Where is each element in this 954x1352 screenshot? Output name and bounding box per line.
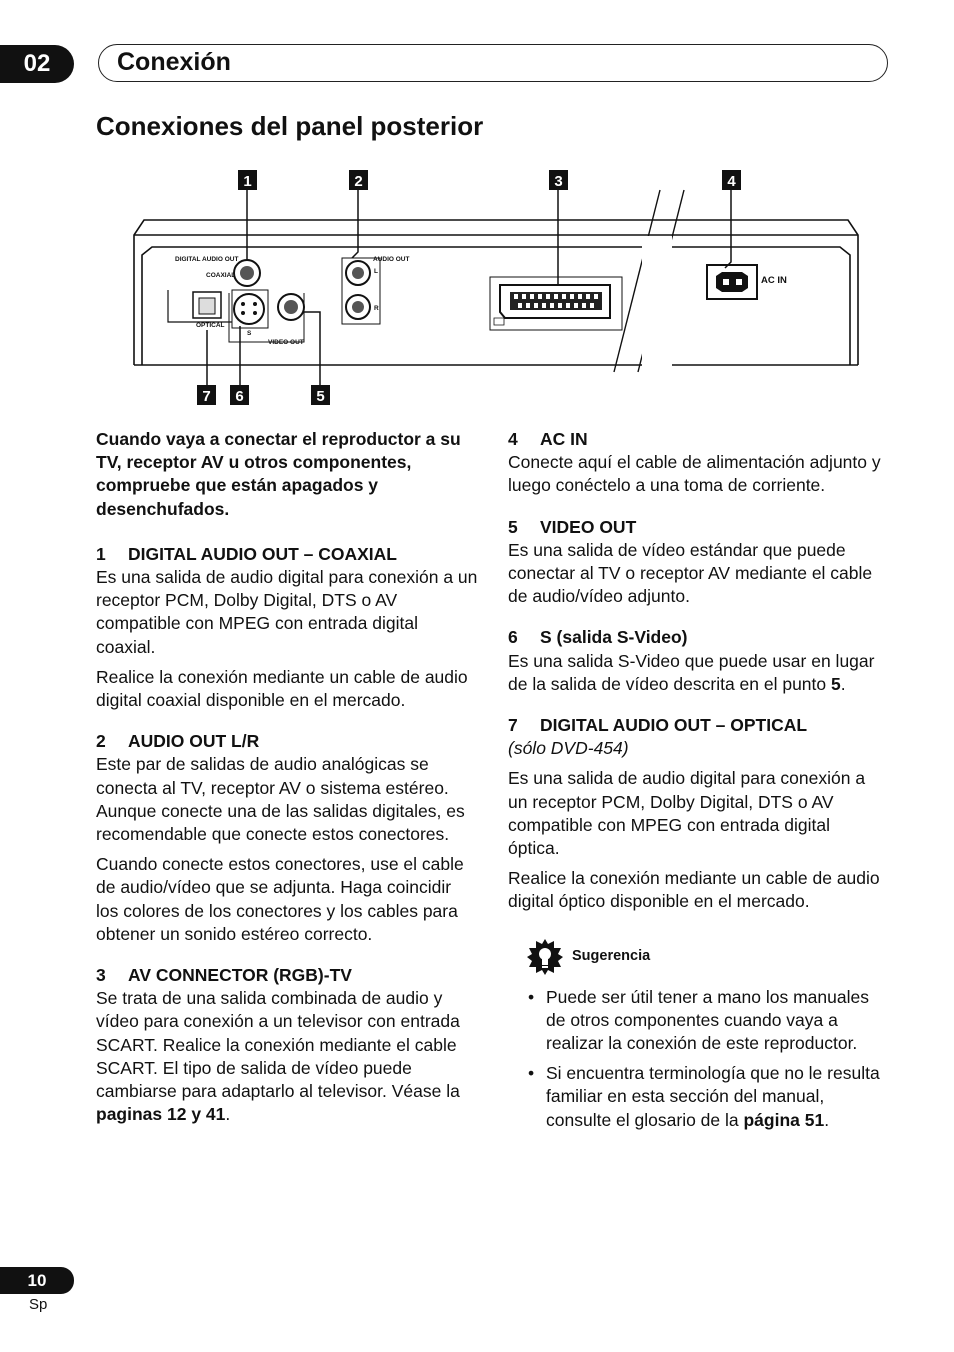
callout-4: 4 xyxy=(727,173,736,190)
chapter-number-badge: 02 xyxy=(0,45,74,83)
section-paragraph: Conecte aquí el cable de alimentación adjunto y luego conéctelo a una toma de corriente. xyxy=(508,452,881,496)
section-5 xyxy=(508,516,886,609)
page-reference: página 51 xyxy=(743,1109,825,1130)
tip-item: • Puede ser útil tener a mano los manuales de otros componentes cuando vaya a realizar la conexión de este reproductor. xyxy=(508,986,886,1056)
section-heading: 7 DIGITAL AUDIO OUT – OPTICAL xyxy=(508,715,808,736)
section-heading: 6 S (salida S-Video) xyxy=(508,627,688,648)
intro-warning: Cuando vaya a conectar el reproductor a su TV, receptor AV u otros componentes, compruebe que están apagados y desenchufados. xyxy=(96,429,461,519)
tip-header xyxy=(526,938,886,976)
section-paragraph: Este par de salidas de audio analógicas se conecta al TV, receptor AV o sistema estéreo. Aunque conecte una de las salidas digitales, es recomendable que conecte estos conectores. xyxy=(96,754,465,845)
lightbulb-icon xyxy=(526,938,564,976)
coaxial-jack xyxy=(234,260,260,286)
chapter-header xyxy=(98,44,888,82)
label-video-out: VIDEO OUT xyxy=(268,339,304,346)
page-reference: paginas 12 y 41 xyxy=(96,1104,226,1125)
ac-in-socket xyxy=(707,265,757,299)
label-ac-in: AC IN xyxy=(761,275,787,286)
callout-6: 6 xyxy=(235,388,244,405)
callout-1: 1 xyxy=(243,173,252,190)
section-heading: 3 AV CONNECTOR (RGB)-TV xyxy=(96,965,352,986)
video-out-jack xyxy=(278,294,304,320)
section-paragraph: Cuando conecte estos conectores, use el cable de audio/vídeo que se adjunta. Haga coincidir los colores de los conectores y los cables para obtener un sonido estéreo correcto. xyxy=(96,854,464,944)
section-4 xyxy=(508,428,886,498)
rear-panel-diagram xyxy=(0,160,954,410)
callout-3: 3 xyxy=(554,173,563,190)
model-note: (sólo DVD-454) xyxy=(508,738,629,759)
section-heading: 1 DIGITAL AUDIO OUT – COAXIAL xyxy=(96,543,397,564)
page-title: Conexiones del panel posterior xyxy=(96,111,484,141)
section-6 xyxy=(508,626,886,696)
section-3 xyxy=(96,964,478,1126)
optical-jack xyxy=(168,290,232,322)
section-paragraph: Es una salida de audio digital para conexión a un receptor PCM, Dolby Digital, DTS o AV compatible con MPEG con entrada digital óptica. xyxy=(508,768,866,859)
section-heading: 5 VIDEO OUT xyxy=(508,516,637,537)
chapter-title: Conexión xyxy=(117,48,231,76)
item-reference: 5 xyxy=(831,673,841,694)
label-l: L xyxy=(374,268,378,275)
right-column xyxy=(508,428,886,1139)
section-paragraph: Realice la conexión mediante un cable de audio digital coaxial disponible en el mercado. xyxy=(96,666,468,711)
callout-5: 5 xyxy=(316,388,325,405)
left-column xyxy=(96,428,478,1144)
label-digital-audio-out: DIGITAL AUDIO OUT xyxy=(175,256,239,263)
tip-list xyxy=(508,986,886,1132)
section-paragraph: Es una salida de vídeo estándar que puede conectar al TV o receptor AV mediante el cable de audio/vídeo adjunto. xyxy=(508,539,873,607)
callout-7: 7 xyxy=(202,388,211,405)
label-audio-out: AUDIO OUT xyxy=(373,256,410,263)
section-paragraph: Es una salida S-Video que puede usar en lugar de la salida de vídeo descrita en el punto 5. xyxy=(508,650,875,694)
section-heading: 4 AC IN xyxy=(508,429,588,449)
section-paragraph: Se trata de una salida combinada de audio y vídeo para conexión a un televisor con entrada SCART. Realice la conexión mediante el cable SCART. El tipo de salida de vídeo puede cambiarse para adaptarlo al televisor. Véase la paginas 12 y 41. xyxy=(96,988,460,1125)
section-paragraph: Es una salida de audio digital para conexión a un receptor PCM, Dolby Digital, DTS o AV compatible con MPEG con entrada digital coaxial. xyxy=(96,567,478,657)
section-2 xyxy=(96,730,478,946)
s-video-jack xyxy=(232,290,268,328)
scart-connector xyxy=(490,277,622,330)
section-7 xyxy=(508,714,886,914)
tip-item: • Si encuentra terminología que no le resulta familiar en esta sección del manual, consulte el glosario de la página 51. xyxy=(508,1062,886,1132)
tip-label: Sugerencia xyxy=(572,948,651,965)
label-optical: OPTICAL xyxy=(196,322,225,329)
language-code: Sp xyxy=(29,1296,48,1313)
label-r: R xyxy=(374,305,379,312)
section-1 xyxy=(96,543,478,712)
callout-2: 2 xyxy=(354,173,363,190)
label-s: S xyxy=(247,330,252,337)
label-coaxial: COAXIAL xyxy=(206,272,236,279)
page-number: 10 xyxy=(0,1267,74,1294)
section-heading: 2 AUDIO OUT L/R xyxy=(96,731,260,752)
section-paragraph: Realice la conexión mediante un cable de audio digital óptico disponible en el mercado. xyxy=(508,868,880,912)
